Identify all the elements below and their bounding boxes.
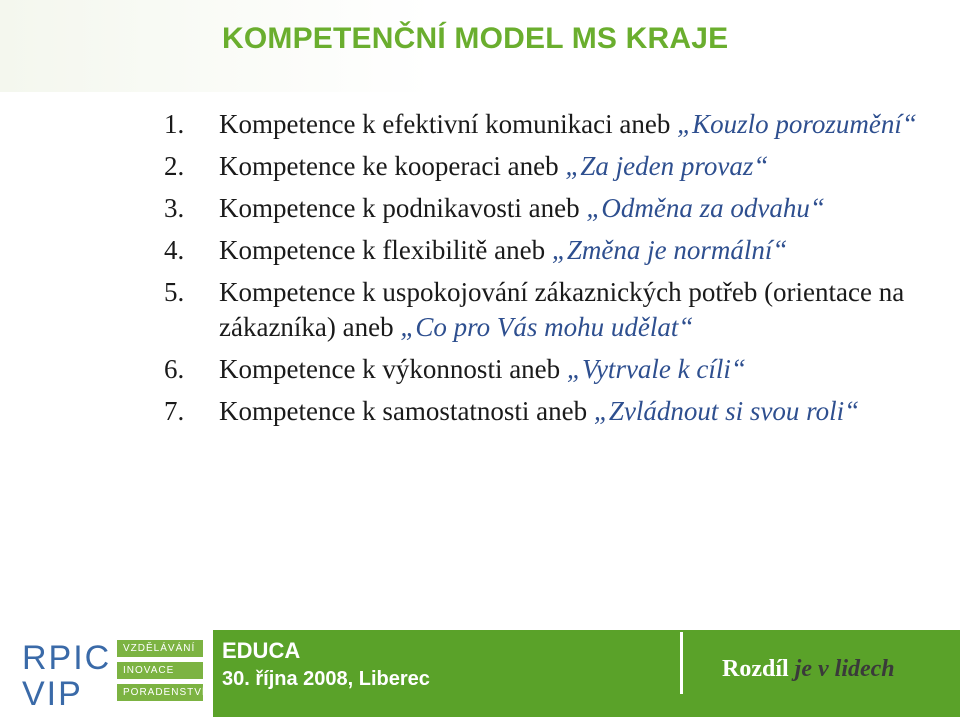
- motto-part2: je v lidech: [794, 656, 895, 682]
- item-quote: „Zvládnout si svou roli“: [593, 396, 860, 426]
- motto: [722, 656, 895, 683]
- item-number: 7.: [164, 396, 185, 426]
- item-quote: „Změna je normální“: [551, 235, 788, 265]
- item-text: Kompetence ke kooperaci aneb: [219, 151, 566, 181]
- list-item: [164, 275, 924, 345]
- list-item: [164, 352, 924, 387]
- item-text: Kompetence k flexibilitě aneb: [219, 235, 552, 265]
- item-text: Kompetence k podnikavosti aneb: [219, 193, 587, 223]
- item-quote: „Odměna za odvahu“: [586, 193, 825, 223]
- item-text: Kompetence k samostatnosti aneb: [219, 396, 594, 426]
- logo-tag: INOVACE: [117, 662, 203, 679]
- event-name: EDUCA: [222, 638, 301, 663]
- logo-tag: VZDĚLÁVÁNÍ: [117, 640, 203, 657]
- item-text: Kompetence k výkonnosti aneb: [219, 354, 567, 384]
- list-item: [164, 149, 924, 184]
- logo-text-rpic: RPIC: [22, 639, 112, 677]
- list-item: [164, 107, 924, 142]
- item-quote: „Co pro Vás mohu udělat“: [400, 312, 694, 342]
- item-number: 1.: [164, 109, 185, 139]
- motto-part1: Rozdíl: [722, 656, 795, 682]
- list-item: [164, 233, 924, 268]
- logo-tags: [117, 640, 206, 706]
- item-number: 6.: [164, 354, 185, 384]
- item-number: 4.: [164, 235, 185, 265]
- logo-text-vip: VIP: [22, 675, 83, 713]
- item-quote: „Kouzlo porozumění“: [677, 109, 917, 139]
- logo-tag: PORADENSTVÍ: [117, 684, 203, 701]
- footer-divider: [680, 632, 683, 694]
- list-item: [164, 394, 924, 429]
- item-text: Kompetence k uspokojování zákaznických potřeb (orientace na zákazníka) aneb: [219, 277, 905, 342]
- item-text: Kompetence k efektivní komunikaci aneb: [219, 109, 678, 139]
- list-item: [164, 191, 924, 226]
- item-quote: „Za jeden provaz“: [565, 151, 769, 181]
- item-number: 5.: [164, 277, 185, 307]
- competence-list: [164, 107, 924, 436]
- event-date: 30. října 2008, Liberec: [222, 668, 430, 690]
- slide-title: KOMPETENČNÍ MODEL MS KRAJE: [222, 22, 729, 55]
- item-number: 2.: [164, 151, 185, 181]
- item-quote: „Vytrvale k cíli“: [566, 354, 746, 384]
- item-number: 3.: [164, 193, 185, 223]
